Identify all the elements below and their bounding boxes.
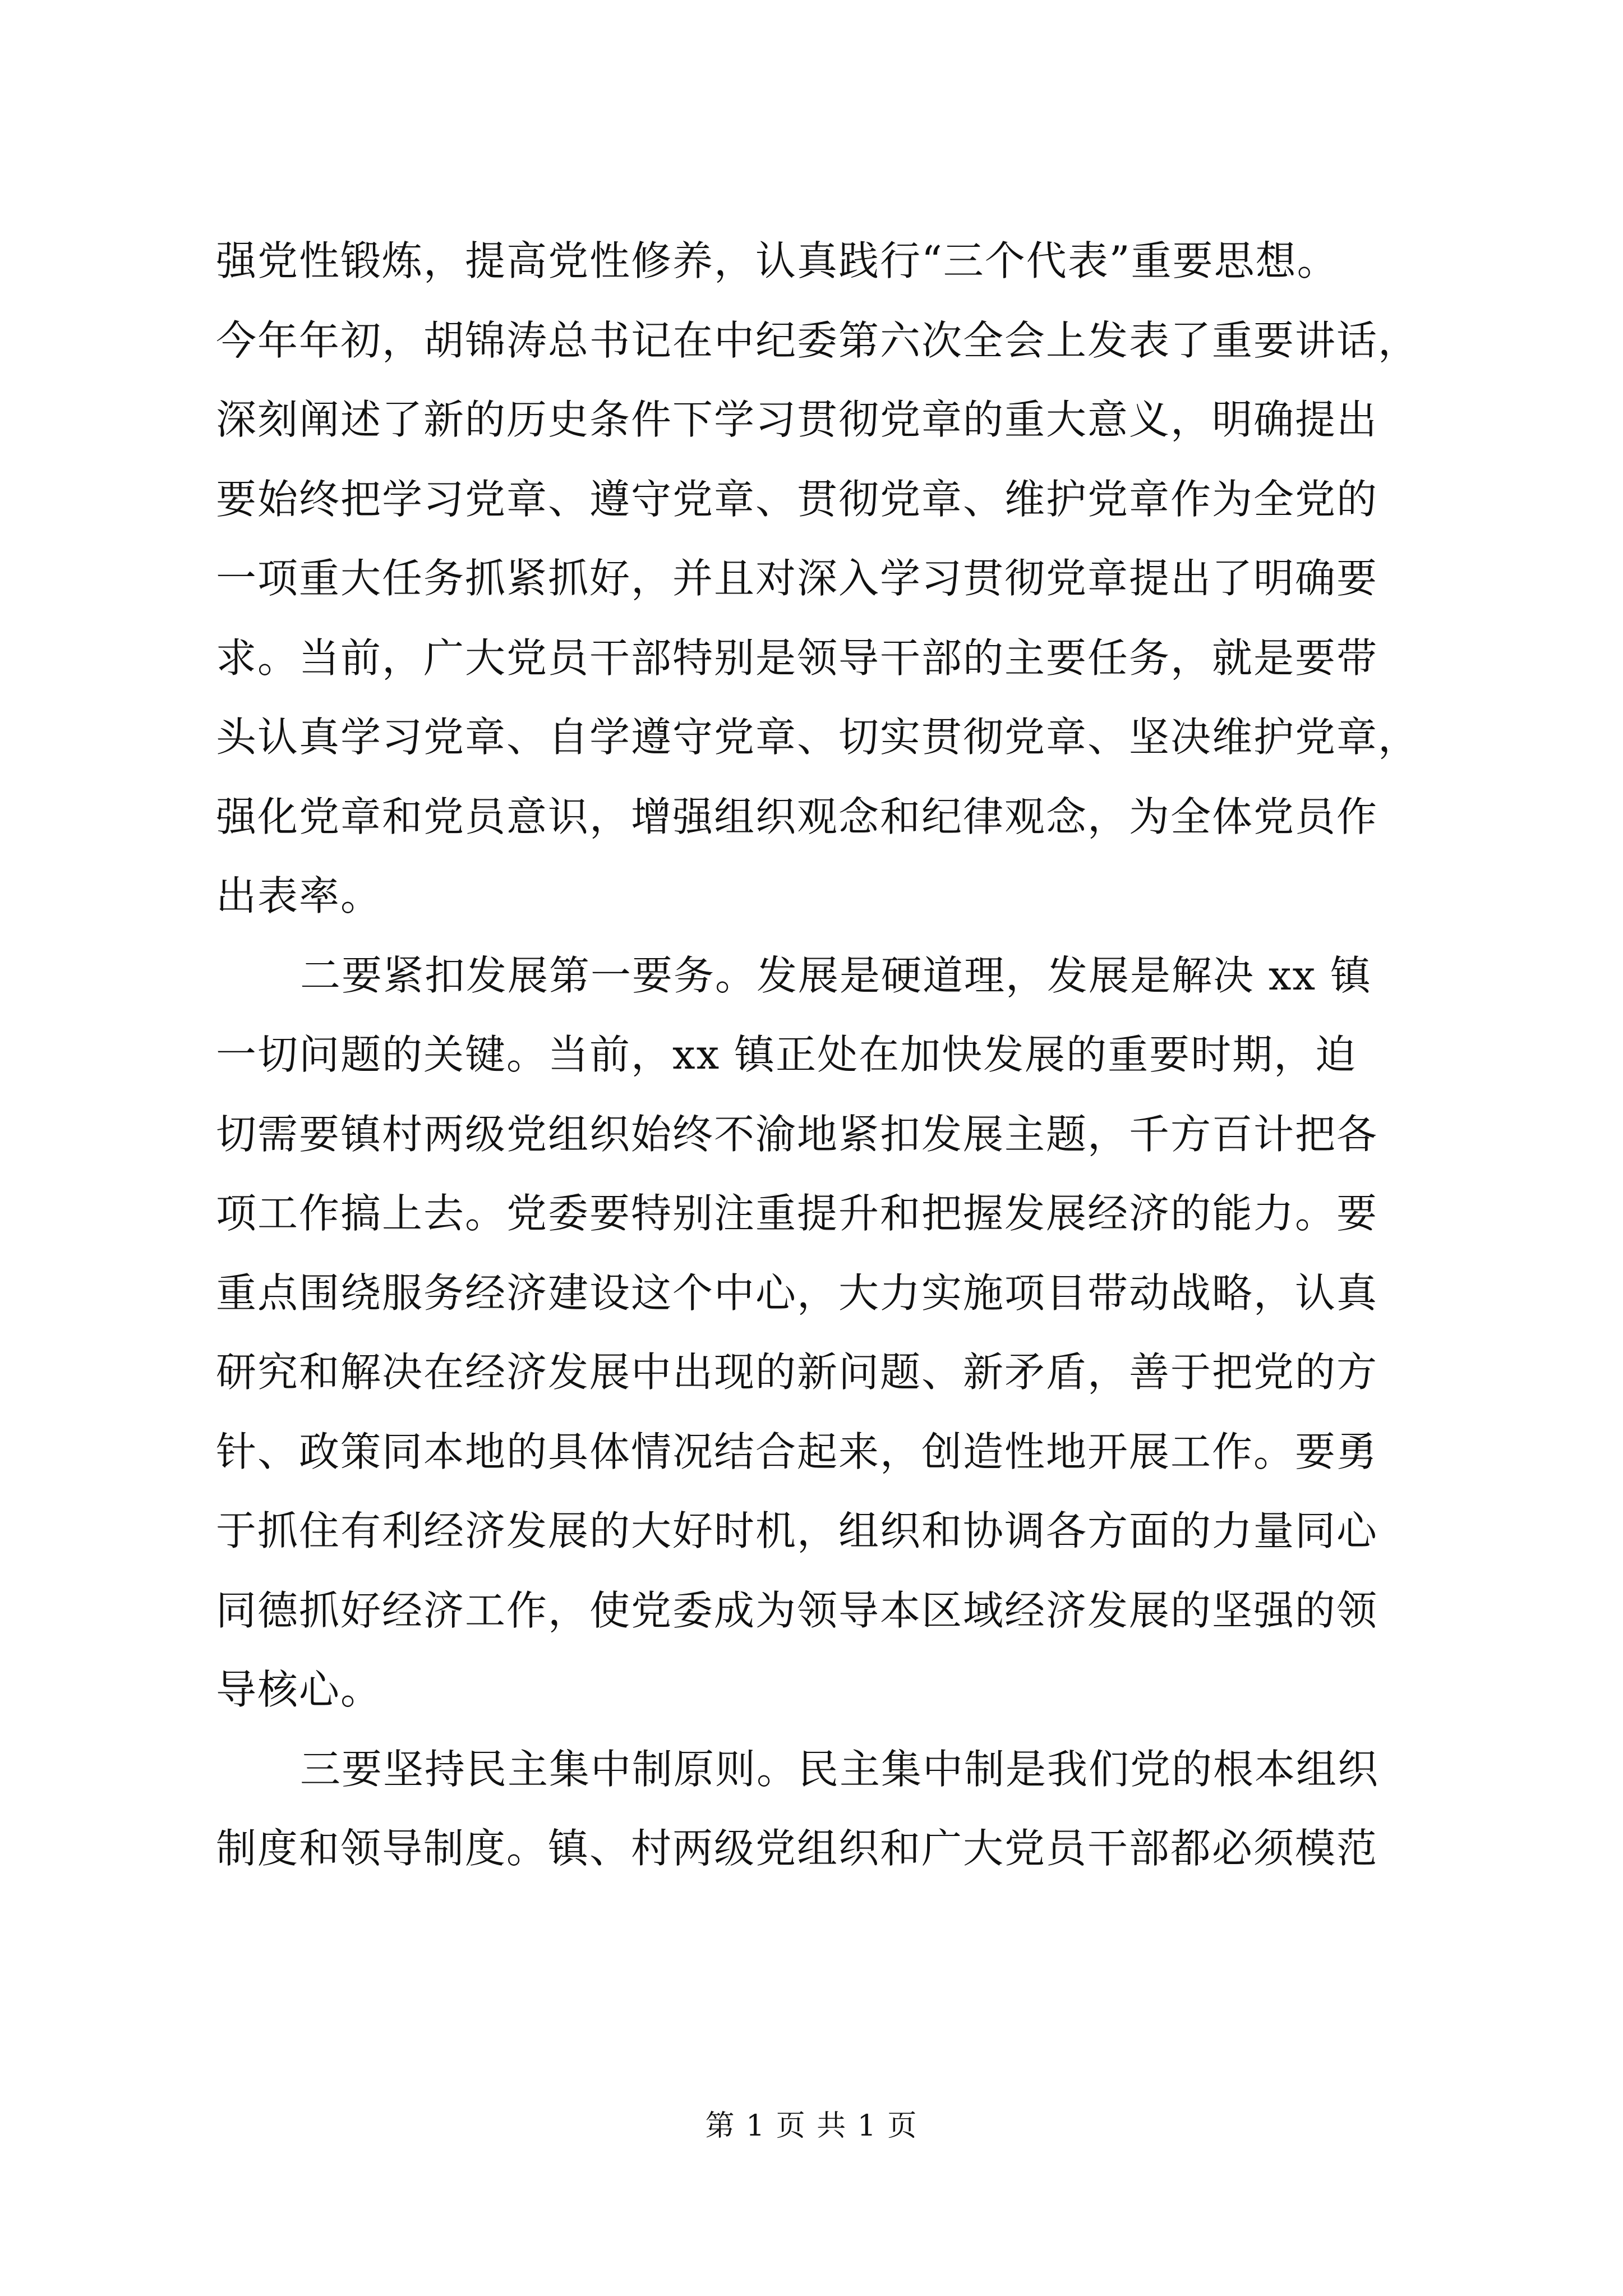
text-line: 导核心。 [216,1666,382,1713]
text-line: 出表率。 [216,872,382,919]
text-line: 三要坚持民主集中制原则。民主集中制是我们党的根本组织 [300,1745,1380,1793]
text-line: 制度和领导制度。镇、村两级党组织和广大党员干部都必须模范 [216,1825,1378,1872]
text-line: 同德抓好经济工作，使党委成为领导本区域经济发展的坚强的领 [216,1586,1378,1634]
text-line: 于抓住有利经济发展的大好时机，组织和协调各方面的力量同心 [216,1507,1378,1554]
text-line: 要始终把学习党章、遵守党章、贯彻党章、维护党章作为全党的 [216,475,1378,523]
document-body [216,222,1427,1889]
text-line: 项工作搞上去。党委要特别注重提升和把握发展经济的能力。要 [216,1190,1378,1237]
text-line: 头认真学习党章、自学遵守党章、切实贯彻党章、坚决维护党章， [216,714,1420,761]
text-line: 今年年初，胡锦涛总书记在中纪委第六次全会上发表了重要讲话， [216,316,1420,364]
text-line: 强党性锻炼，提高党性修养，认真践行“三个代表”重要思想。 [216,237,1339,284]
text-line: 强化党章和党员意识，增强组织观念和纪律观念，为全体党员作 [216,793,1378,840]
text-line: 针、政策同本地的具体情况结合起来，创造性地开展工作。要勇 [216,1428,1378,1475]
text-line: 切需要镇村两级党组织始终不渝地紧扣发展主题，千方百计把各 [216,1110,1378,1158]
text-line: 深刻阐述了新的历史条件下学习贯彻党章的重大意义，明确提出 [216,396,1378,443]
text-line: 求。当前，广大党员干部特别是领导干部的主要任务，就是要带 [216,634,1378,682]
text-line: 研究和解决在经济发展中出现的新问题、新矛盾，善于把党的方 [216,1349,1378,1396]
text-line: 重点围绕服务经济建设这个中心，大力实施项目带动战略，认真 [216,1269,1378,1317]
text-line: 二要紧扣发展第一要务。发展是硬道理，发展是解决 xx 镇 [300,951,1372,999]
text-line: 一切问题的关键。当前，xx 镇正处在加快发展的重要时期，迫 [216,1031,1357,1078]
text-line: 一项重大任务抓紧抓好，并且对深入学习贯彻党章提出了明确要 [216,555,1378,602]
page-footer: 第 1 页 共 1 页 [705,2109,918,2143]
